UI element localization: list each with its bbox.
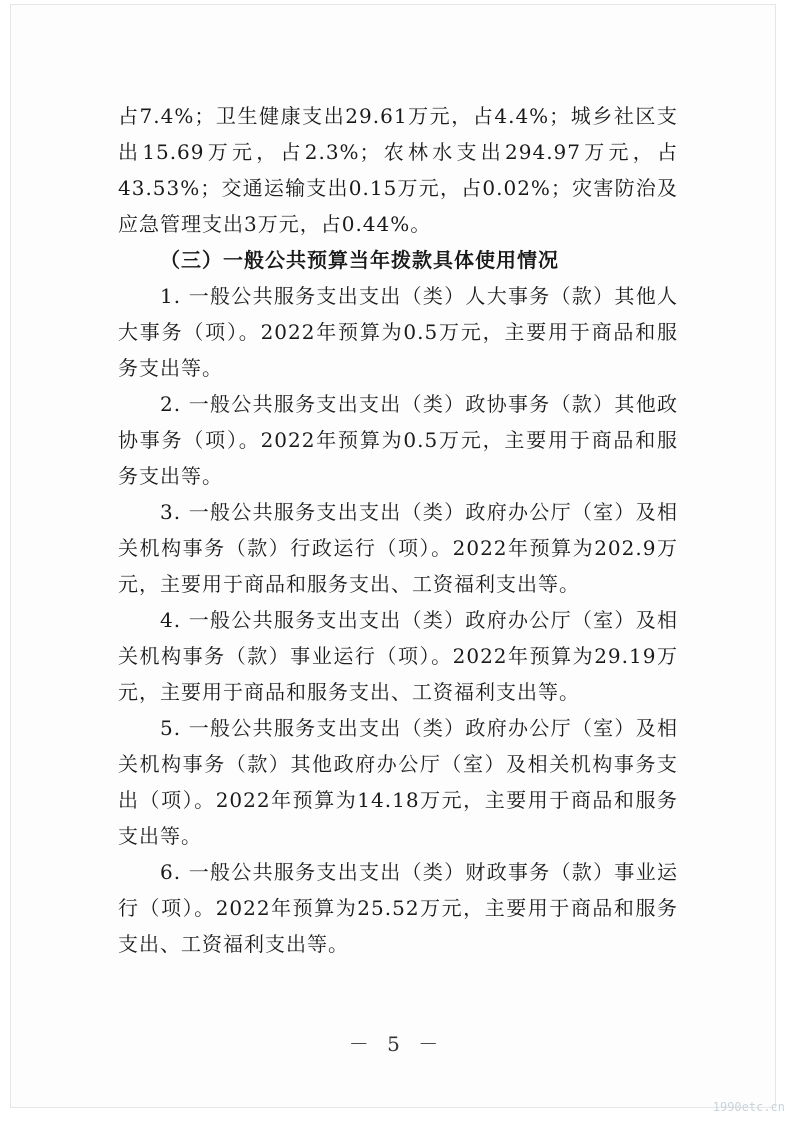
paragraph-expenditure-breakdown: 占7.4%；卫生健康支出29.61万元，占4.4%；城乡社区支出15.69万元，占2.3%；农林水支出294.97万元，占43.53%；交通运输支出0.15万元，占0.02%；灾害防治及应急管理支出3万元，占0.44%。: [118, 104, 678, 236]
page-number: － 5 －: [348, 1032, 445, 1056]
paragraph-item-2: 2. 一般公共服务支出支出（类）政协事务（款）其他政协事务（项）。2022年预算为0.5万元，主要用于商品和服务支出等。: [118, 392, 678, 488]
paragraph-item-5: 5. 一般公共服务支出支出（类）政府办公厅（室）及相关机构事务（款）其他政府办公厅（室）及相关机构事务支出（项）。2022年预算为14.18万元，主要用于商品和服务支出等。: [118, 716, 678, 848]
paragraph-item-4: 4. 一般公共服务支出支出（类）政府办公厅（室）及相关机构事务（款）事业运行（项）。2022年预算为29.19万元，主要用于商品和服务支出、工资福利支出等。: [118, 608, 678, 704]
paragraph-item-6: 6. 一般公共服务支出支出（类）财政事务（款）事业运行（项）。2022年预算为25.52万元，主要用于商品和服务支出、工资福利支出等。: [118, 860, 678, 956]
watermark-text: 1990etc.cn: [712, 1100, 785, 1114]
paragraph-item-1: 1. 一般公共服务支出支出（类）人大事务（款）其他人大事务（项）。2022年预算为0.5万元，主要用于商品和服务支出等。: [118, 284, 678, 380]
paragraph-item-3: 3. 一般公共服务支出支出（类）政府办公厅（室）及相关机构事务（款）行政运行（项）。2022年预算为202.9万元，主要用于商品和服务支出、工资福利支出等。: [118, 500, 678, 596]
document-body: [118, 98, 678, 962]
section-heading-appropriation-usage: （三）一般公共预算当年拨款具体使用情况: [160, 248, 559, 272]
